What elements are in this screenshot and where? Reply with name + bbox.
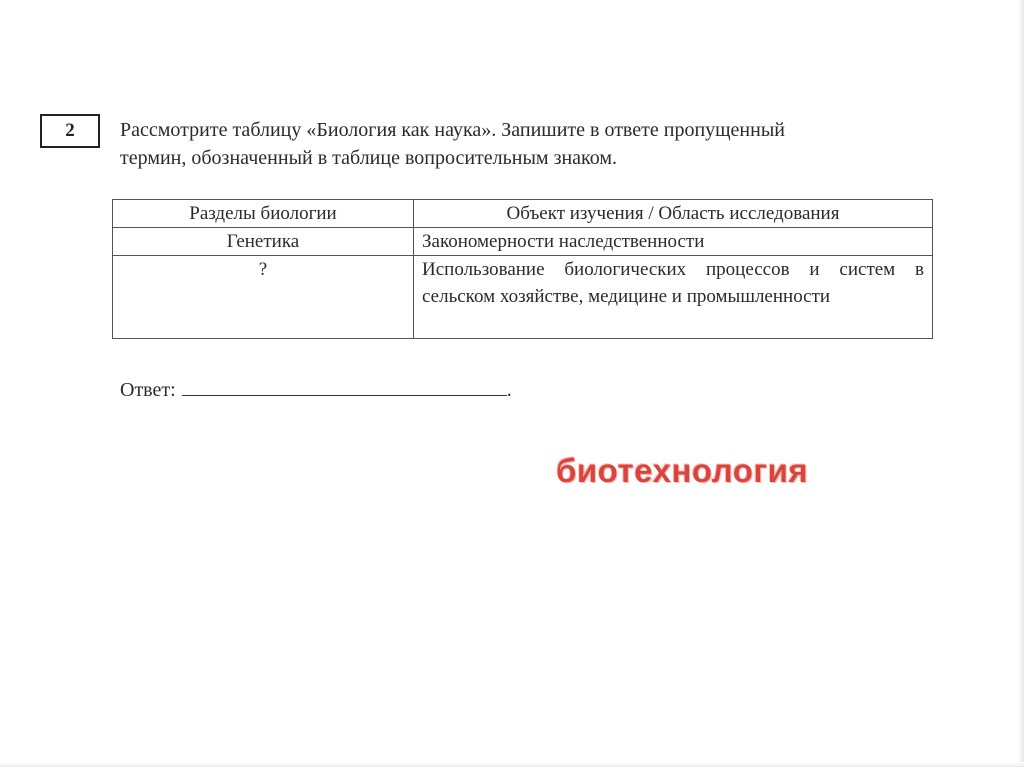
- table-row: [113, 228, 933, 256]
- answer-line: [120, 375, 512, 402]
- slide-edge-shadow-bottom: [0, 762, 1024, 767]
- table-cell-branch: Генетика: [113, 228, 414, 256]
- task-statement-line-1: Рассмотрите таблицу «Биология как наука». Запишите в ответе пропущенный: [120, 119, 785, 141]
- slide-edge-shadow-right: [1018, 0, 1024, 767]
- revealed-answer: биотехнология: [556, 452, 809, 489]
- answer-suffix: .: [506, 379, 512, 401]
- table-cell-object: Закономерности наследственности: [414, 228, 933, 256]
- answer-label: Ответ:: [120, 379, 176, 401]
- task-number: 2: [40, 114, 100, 148]
- table-cell-object: Использование биологических процессов и систем в сельском хозяйстве, медицине и промышленности: [414, 256, 933, 339]
- task-statement: [120, 116, 940, 172]
- table-cell-branch-unknown: ?: [113, 256, 414, 339]
- table-header-cell: Объект изучения / Область исследования: [414, 200, 933, 228]
- biology-table: [112, 199, 933, 339]
- answer-blank-field: [182, 375, 507, 396]
- table-header-row: [113, 200, 933, 228]
- table-header-cell: Разделы биологии: [113, 200, 414, 228]
- table-row: [113, 256, 933, 339]
- task-statement-line-2: термин, обозначенный в таблице вопросительным знаком.: [120, 147, 618, 169]
